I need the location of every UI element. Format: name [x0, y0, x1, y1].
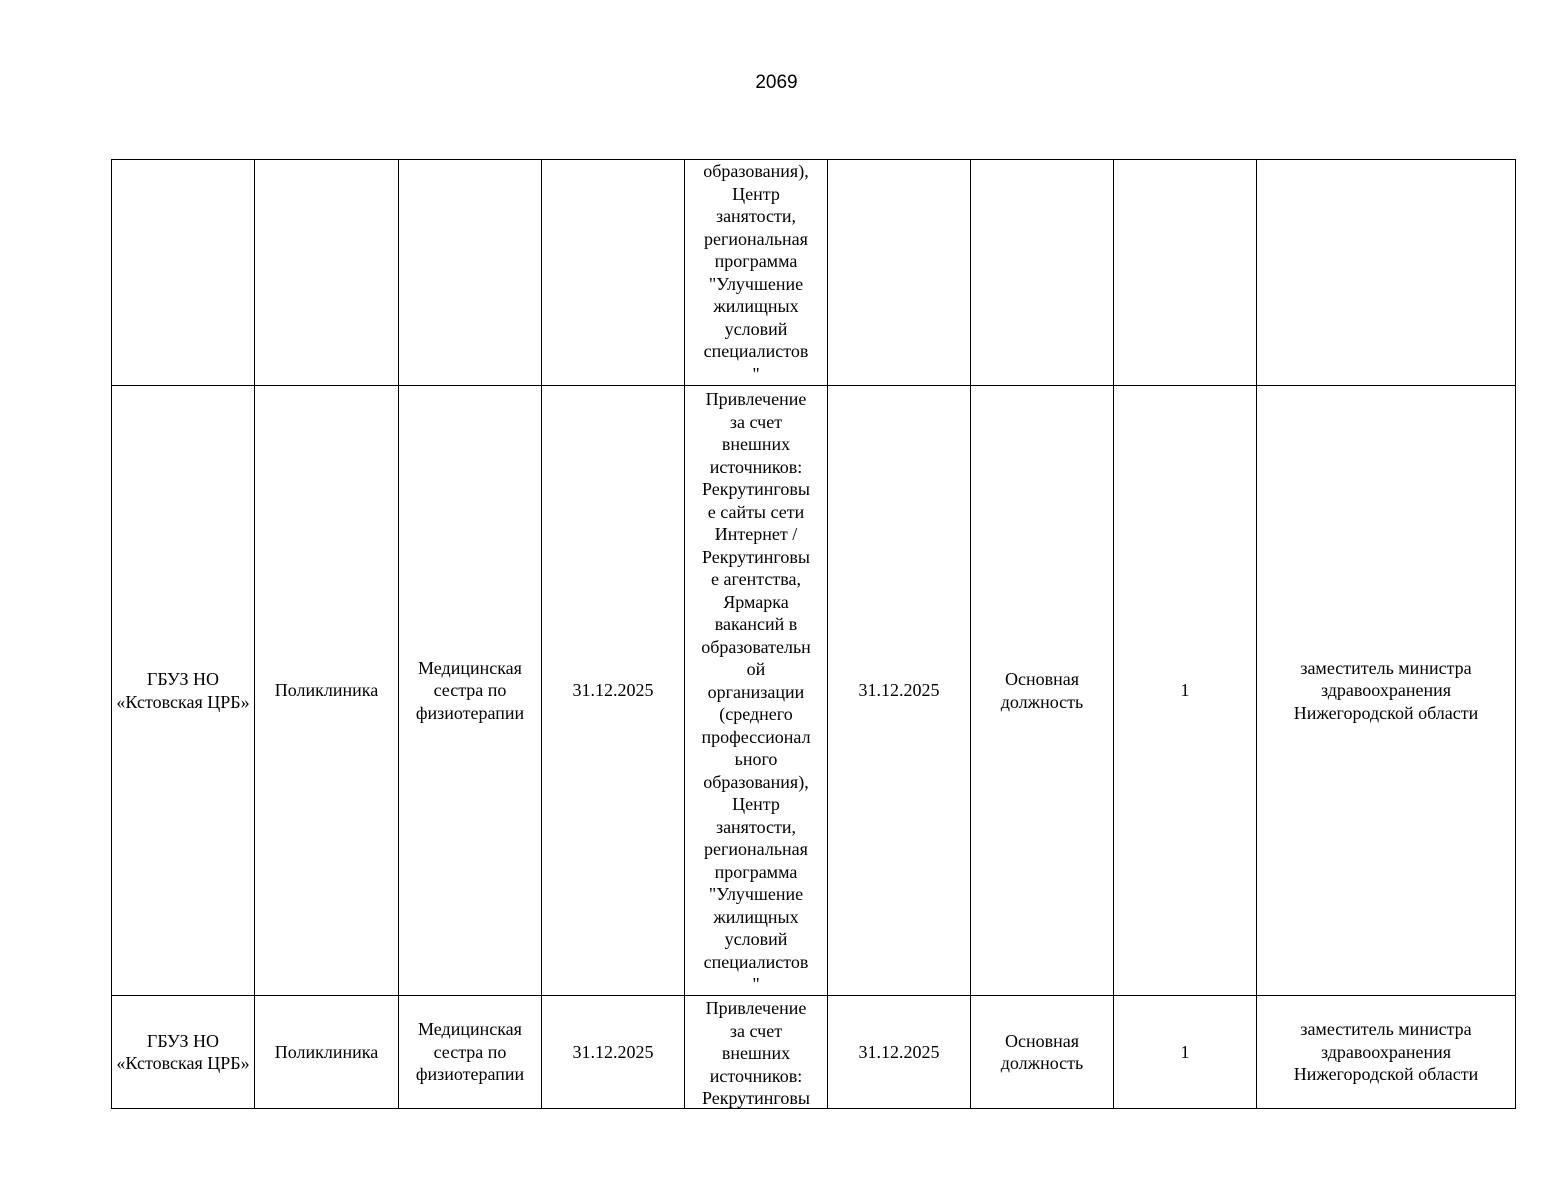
date-cell — [828, 160, 971, 386]
source-line: жилищных — [713, 296, 799, 316]
source-line: занятости, — [715, 816, 797, 837]
source-line: региональная — [704, 228, 808, 249]
source-line: за счет — [729, 1020, 783, 1041]
source-line: Ярмарка — [723, 591, 789, 612]
source-line: жилищных — [713, 906, 799, 927]
source-line: е сайты сети — [707, 501, 805, 522]
department-cell: Поликлиника — [255, 386, 399, 996]
source-line: ьного — [734, 749, 778, 769]
department-cell: Поликлиника — [255, 996, 399, 1109]
source-line: Рекрутинговы — [702, 1088, 810, 1108]
source-line: условий — [724, 318, 788, 339]
source-line: Привлечение — [705, 998, 807, 1018]
source-line: региональная — [704, 839, 808, 859]
source-line: " — [752, 974, 760, 994]
source-line: образования), — [703, 771, 809, 792]
page-number: 2069 — [755, 72, 798, 93]
source-lines — [687, 160, 825, 385]
source-line: программа — [714, 861, 798, 882]
responsible-cell: заместитель министра здравоохранения Нижегородской области — [1257, 996, 1516, 1109]
source-line: профессионал — [701, 726, 811, 747]
source-line: специалистов — [703, 341, 809, 361]
vacancy-table — [111, 159, 1516, 1109]
source-line: Рекрутинговы — [702, 479, 810, 499]
source-cell — [685, 386, 828, 996]
date-cell: 31.12.2025 — [542, 996, 685, 1109]
count-cell: 1 — [1114, 996, 1257, 1109]
table-row — [112, 386, 1516, 996]
source-line: организации — [707, 681, 805, 702]
source-line: вакансий в — [714, 614, 798, 634]
table-row — [112, 996, 1516, 1109]
source-line: условий — [724, 929, 788, 949]
count-cell: 1 — [1114, 386, 1257, 996]
org-cell — [112, 160, 255, 386]
source-line: специалистов — [703, 951, 809, 972]
source-line: занятости, — [715, 206, 797, 226]
source-lines — [687, 996, 825, 1108]
date-cell — [542, 160, 685, 386]
source-line: образовательн — [701, 636, 811, 657]
position-type-cell — [971, 160, 1114, 386]
org-cell: ГБУЗ НО «Кстовская ЦРБ» — [112, 386, 255, 996]
count-cell — [1114, 160, 1257, 386]
responsible-cell — [1257, 160, 1516, 386]
source-line: источников: — [709, 456, 803, 477]
position-type-cell: Основная должность — [971, 996, 1114, 1109]
source-line: " — [752, 363, 760, 384]
department-cell — [255, 160, 399, 386]
source-line: за счет — [729, 411, 783, 432]
source-line: е агентства, — [711, 569, 801, 589]
source-line: ой — [746, 659, 766, 679]
responsible-cell: заместитель министра здравоохранения Нижегородской области — [1257, 386, 1516, 996]
source-line: внешних — [721, 434, 791, 454]
position-cell — [399, 160, 542, 386]
source-line: Рекрутинговы — [702, 546, 810, 567]
source-cell — [685, 160, 828, 386]
source-line: "Улучшение — [708, 884, 804, 904]
source-line: внешних — [721, 1043, 791, 1063]
table-row — [112, 160, 1516, 386]
source-line: Центр — [732, 183, 780, 204]
source-line: Привлечение — [705, 389, 807, 409]
source-line: (среднего — [719, 704, 793, 724]
source-cell — [685, 996, 828, 1109]
source-line: образования), — [703, 161, 809, 181]
source-line: Интернет / — [714, 524, 798, 544]
source-lines — [687, 386, 825, 995]
date-cell: 31.12.2025 — [828, 996, 971, 1109]
position-cell: Медицинская сестра по физиотерапии — [399, 386, 542, 996]
date-cell: 31.12.2025 — [542, 386, 685, 996]
position-type-cell: Основная должность — [971, 386, 1114, 996]
source-line: источников: — [709, 1065, 803, 1086]
source-line: "Улучшение — [708, 273, 804, 294]
source-line: программа — [714, 251, 798, 271]
source-line: Центр — [732, 794, 780, 814]
date-cell: 31.12.2025 — [828, 386, 971, 996]
org-cell: ГБУЗ НО «Кстовская ЦРБ» — [112, 996, 255, 1109]
position-cell: Медицинская сестра по физиотерапии — [399, 996, 542, 1109]
